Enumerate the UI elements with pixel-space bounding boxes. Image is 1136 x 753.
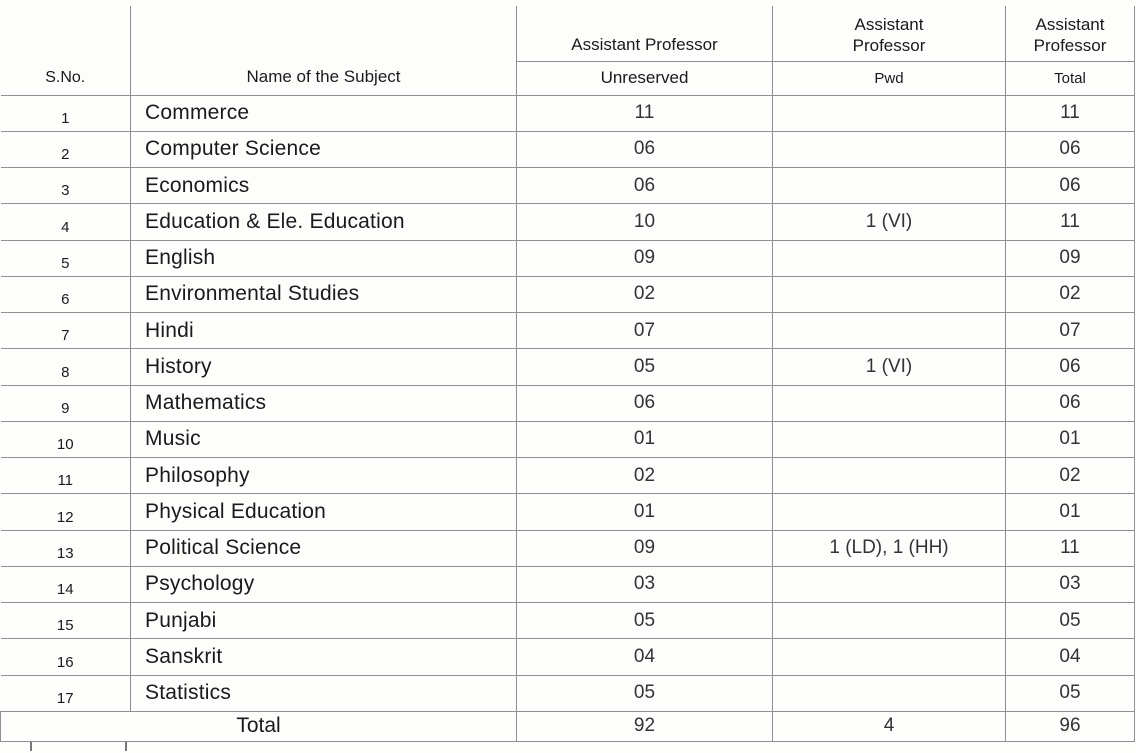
total-cell: 11 — [1006, 204, 1135, 240]
sno-cell: 10 — [1, 421, 131, 457]
total-cell: 02 — [1006, 458, 1135, 494]
subject-cell: Computer Science — [131, 131, 517, 167]
subject-cell: Sanskrit — [131, 639, 517, 675]
total-cell: 06 — [1006, 385, 1135, 421]
table-row — [1, 313, 1135, 349]
unreserved-cell: 01 — [517, 494, 773, 530]
total-cell: 11 — [1006, 95, 1135, 131]
col-pwd-title-line2: Professor — [852, 36, 926, 56]
table-row — [1, 458, 1135, 494]
unreserved-cell: 05 — [517, 675, 773, 711]
scan-mark — [30, 742, 32, 751]
col-total-top — [1006, 6, 1135, 61]
subject-cell: Commerce — [131, 95, 517, 131]
sno-cell: 17 — [1, 675, 131, 711]
total-cell: 09 — [1006, 240, 1135, 276]
unreserved-cell: 09 — [517, 240, 773, 276]
total-cell: 06 — [1006, 349, 1135, 385]
subject-cell: Hindi — [131, 313, 517, 349]
pwd-cell: 1 (VI) — [773, 349, 1006, 385]
col-unreserved-title: Assistant Professor — [571, 34, 718, 54]
total-cell: 07 — [1006, 313, 1135, 349]
pwd-cell — [773, 494, 1006, 530]
unreserved-cell: 07 — [517, 313, 773, 349]
total-cell: 02 — [1006, 276, 1135, 312]
unreserved-cell: 01 — [517, 421, 773, 457]
pwd-cell — [773, 639, 1006, 675]
pwd-cell — [773, 168, 1006, 204]
col-unreserved-top — [517, 6, 773, 61]
table-row — [1, 566, 1135, 602]
sno-cell: 1 — [1, 95, 131, 131]
sno-cell: 15 — [1, 603, 131, 639]
sno-cell: 9 — [1, 385, 131, 421]
total-cell: 11 — [1006, 530, 1135, 566]
total-cell: 05 — [1006, 675, 1135, 711]
unreserved-cell: 10 — [517, 204, 773, 240]
pwd-cell — [773, 421, 1006, 457]
pwd-cell — [773, 385, 1006, 421]
subject-header: Name of the Subject — [246, 66, 401, 86]
total-total: 96 — [1006, 711, 1135, 741]
unreserved-cell: 03 — [517, 566, 773, 602]
table-row — [1, 494, 1135, 530]
unreserved-cell: 05 — [517, 349, 773, 385]
pwd-cell — [773, 240, 1006, 276]
total-cell: 01 — [1006, 494, 1135, 530]
col-pwd-top — [773, 6, 1006, 61]
sno-cell: 6 — [1, 276, 131, 312]
scan-mark — [125, 742, 127, 751]
pwd-cell — [773, 603, 1006, 639]
total-label: Total — [1, 711, 517, 741]
sno-cell: 11 — [1, 458, 131, 494]
pwd-cell: 1 (LD), 1 (HH) — [773, 530, 1006, 566]
total-cell: 06 — [1006, 168, 1135, 204]
table-row — [1, 421, 1135, 457]
unreserved-cell: 02 — [517, 276, 773, 312]
table-row — [1, 530, 1135, 566]
sno-cell: 4 — [1, 204, 131, 240]
total-row — [1, 711, 1135, 741]
pwd-cell — [773, 313, 1006, 349]
total-pwd: 4 — [773, 711, 1006, 741]
sno-header-cell — [1, 6, 131, 95]
subject-cell: Psychology — [131, 566, 517, 602]
pwd-cell — [773, 675, 1006, 711]
subject-cell: History — [131, 349, 517, 385]
col-pwd-sub: Pwd — [773, 61, 1006, 95]
unreserved-cell: 06 — [517, 168, 773, 204]
col-total-title-line1: Assistant — [1035, 15, 1105, 35]
table-row — [1, 204, 1135, 240]
subject-cell: Mathematics — [131, 385, 517, 421]
table-row — [1, 385, 1135, 421]
sno-cell: 7 — [1, 313, 131, 349]
pwd-cell — [773, 276, 1006, 312]
sno-cell: 3 — [1, 168, 131, 204]
col-pwd-title-line1: Assistant — [854, 15, 924, 35]
col-total-sub: Total — [1006, 61, 1135, 95]
unreserved-cell: 05 — [517, 603, 773, 639]
total-cell: 04 — [1006, 639, 1135, 675]
sno-cell: 2 — [1, 131, 131, 167]
unreserved-cell: 06 — [517, 131, 773, 167]
subject-cell: Political Science — [131, 530, 517, 566]
posts-table — [0, 6, 1135, 742]
subject-cell: Economics — [131, 168, 517, 204]
pwd-cell — [773, 131, 1006, 167]
table-row — [1, 276, 1135, 312]
pwd-cell: 1 (VI) — [773, 204, 1006, 240]
sno-cell: 8 — [1, 349, 131, 385]
sno-cell: 13 — [1, 530, 131, 566]
subject-cell: Philosophy — [131, 458, 517, 494]
table-row — [1, 639, 1135, 675]
table-row — [1, 675, 1135, 711]
subject-header-cell — [131, 6, 517, 95]
table-row — [1, 603, 1135, 639]
table-row — [1, 168, 1135, 204]
subject-cell: Punjabi — [131, 603, 517, 639]
pwd-cell — [773, 95, 1006, 131]
total-unreserved: 92 — [517, 711, 773, 741]
unreserved-cell: 02 — [517, 458, 773, 494]
sno-cell: 12 — [1, 494, 131, 530]
subject-cell: Statistics — [131, 675, 517, 711]
col-total-title-line2: Professor — [1033, 36, 1107, 56]
unreserved-cell: 09 — [517, 530, 773, 566]
pwd-cell — [773, 566, 1006, 602]
sno-cell: 5 — [1, 240, 131, 276]
sno-cell: 16 — [1, 639, 131, 675]
unreserved-cell: 11 — [517, 95, 773, 131]
unreserved-cell: 04 — [517, 639, 773, 675]
header-row-top — [1, 6, 1135, 61]
total-cell: 03 — [1006, 566, 1135, 602]
total-cell: 05 — [1006, 603, 1135, 639]
subject-cell: Environmental Studies — [131, 276, 517, 312]
subject-cell: English — [131, 240, 517, 276]
table-row — [1, 95, 1135, 131]
table-row — [1, 131, 1135, 167]
bottom-scan-edge — [0, 740, 1136, 753]
table-row — [1, 240, 1135, 276]
sno-header: S.No. — [45, 68, 86, 86]
subject-cell: Physical Education — [131, 494, 517, 530]
subject-cell: Music — [131, 421, 517, 457]
total-cell: 01 — [1006, 421, 1135, 457]
subject-cell: Education & Ele. Education — [131, 204, 517, 240]
total-cell: 06 — [1006, 131, 1135, 167]
sno-cell: 14 — [1, 566, 131, 602]
table-row — [1, 349, 1135, 385]
pwd-cell — [773, 458, 1006, 494]
unreserved-cell: 06 — [517, 385, 773, 421]
col-unreserved-sub: Unreserved — [517, 61, 773, 95]
